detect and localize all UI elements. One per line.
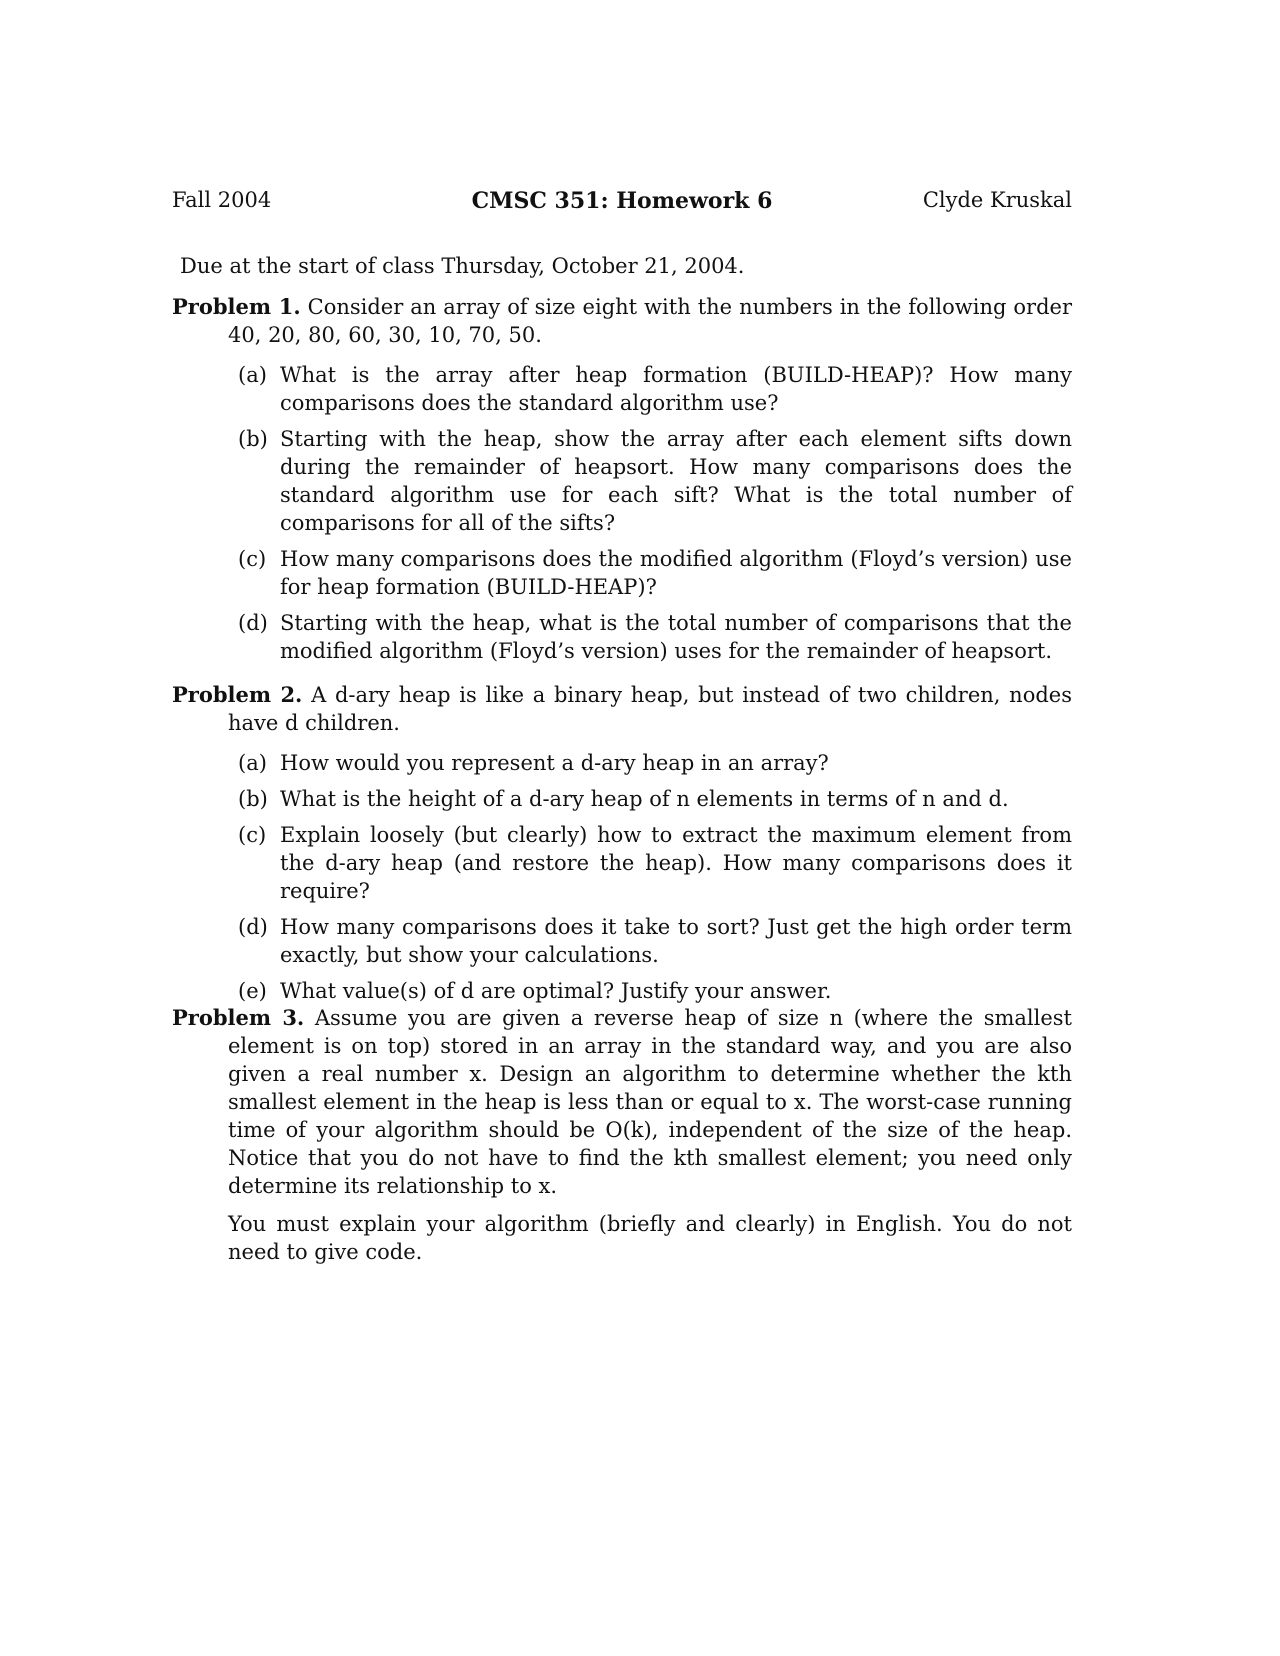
list-item bbox=[238, 821, 1072, 905]
problem-1-text: Consider an array of size eight with the numbers in the following order 40, 20, 80, 60, 30, 10, 70, 50. bbox=[228, 295, 1072, 347]
part-tag: (a) bbox=[238, 751, 267, 775]
part-tag: (c) bbox=[238, 547, 267, 571]
list-item bbox=[238, 749, 1072, 777]
list-item bbox=[238, 977, 1072, 1005]
problem-2 bbox=[172, 681, 1072, 1013]
problem-2-label: Problem 2. bbox=[172, 682, 303, 707]
part-text: How many comparisons does the modified algorithm (Floyd’s version) use for heap formation (BUILD-HEAP)? bbox=[280, 547, 1072, 599]
page-header bbox=[172, 188, 1072, 220]
problem-2-statement bbox=[172, 681, 1072, 737]
problem-1-label: Problem 1. bbox=[172, 294, 301, 319]
list-item bbox=[238, 785, 1072, 813]
list-item bbox=[238, 609, 1072, 665]
part-text: Starting with the heap, what is the total number of comparisons that the modified algorithm (Floyd’s version) uses for the remainder of heapsort. bbox=[280, 611, 1072, 663]
problem-3 bbox=[172, 1004, 1072, 1266]
part-tag: (d) bbox=[238, 915, 268, 939]
problem-3-text: Assume you are given a reverse heap of size n (where the smallest element is on top) stored in an array in the standard way, and you are also given a real number x. Design an algorithm to determine whether the kth smallest element in the heap is less than or equal to x. The worst-case running time of your algorithm should be O(k), independent of the size of the heap. Notice that you do not have to find the kth smallest element; you need only determine its relationship to x. bbox=[228, 1006, 1073, 1198]
list-item bbox=[238, 361, 1072, 417]
part-tag: (a) bbox=[238, 363, 267, 387]
problem-1 bbox=[172, 293, 1072, 673]
problem-3-statement bbox=[172, 1004, 1072, 1200]
part-text: Explain loosely (but clearly) how to extract the maximum element from the d-ary heap (and restore the heap). How many comparisons does it require? bbox=[280, 823, 1072, 903]
part-tag: (d) bbox=[238, 611, 268, 635]
document-title: CMSC 351: Homework 6 bbox=[471, 188, 773, 214]
problem-2-text: A d-ary heap is like a binary heap, but instead of two children, nodes have d children. bbox=[228, 683, 1072, 735]
part-tag: (e) bbox=[238, 979, 267, 1003]
list-item bbox=[238, 913, 1072, 969]
part-text: What is the array after heap formation (BUILD-HEAP)? How many comparisons does the standard algorithm use? bbox=[280, 363, 1072, 415]
part-text: What value(s) of d are optimal? Justify your answer. bbox=[280, 979, 832, 1003]
part-tag: (b) bbox=[238, 427, 268, 451]
part-tag: (b) bbox=[238, 787, 268, 811]
problem-2-parts bbox=[172, 749, 1072, 1005]
problem-1-parts bbox=[172, 361, 1072, 665]
problem-1-statement bbox=[172, 293, 1072, 349]
problem-3-label: Problem 3. bbox=[172, 1005, 305, 1030]
instructor-name: Clyde Kruskal bbox=[922, 188, 1072, 212]
part-text: Starting with the heap, show the array after each element sifts down during the remainder of heapsort. How many comparisons does the standard algorithm use for each sift? What is the total number of comparisons for all of the sifts? bbox=[280, 427, 1072, 535]
list-item bbox=[238, 425, 1072, 537]
part-text: How would you represent a d-ary heap in an array? bbox=[280, 751, 829, 775]
part-text: What is the height of a d-ary heap of n elements in terms of n and d. bbox=[280, 787, 1009, 811]
problem-3-note: You must explain your algorithm (briefly and clearly) in English. You do not need to give code. bbox=[228, 1212, 1072, 1264]
list-item bbox=[238, 545, 1072, 601]
due-date-line: Due at the start of class Thursday, October 21, 2004. bbox=[180, 254, 745, 278]
part-tag: (c) bbox=[238, 823, 267, 847]
part-text: How many comparisons does it take to sort? Just get the high order term exactly, but show your calculations. bbox=[280, 915, 1072, 967]
term-label: Fall 2004 bbox=[172, 188, 272, 212]
